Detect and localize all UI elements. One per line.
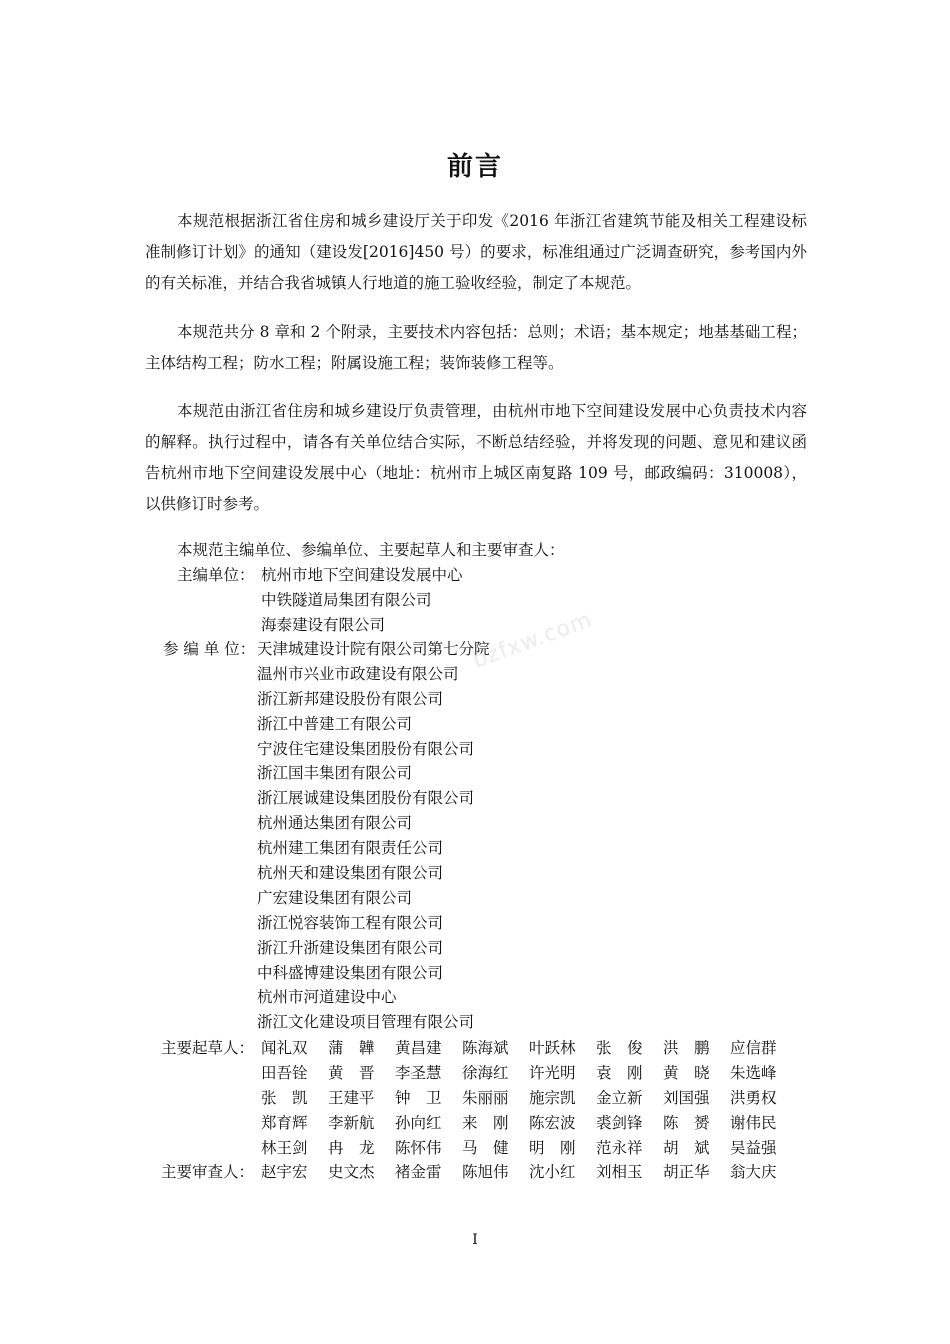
participating-unit: 浙江国丰集团有限公司 (257, 764, 413, 783)
chief-units-list (261, 563, 463, 638)
drafter-name: 郑育辉 (261, 1113, 308, 1132)
drafter-name: 施宗凯 (529, 1088, 576, 1107)
participating-unit: 杭州通达集团有限公司 (257, 814, 413, 833)
drafter-name: 许光明 (529, 1063, 576, 1082)
drafter-name: 王建平 (328, 1088, 375, 1107)
drafter-name: 洪 鹏 (663, 1039, 710, 1057)
participating-unit: 浙江新邦建设股份有限公司 (257, 689, 444, 708)
participating-unit: 浙江展诚建设集团股份有限公司 (257, 789, 475, 808)
drafter-name: 范永祥 (596, 1138, 643, 1157)
drafter-name: 冉 龙 (328, 1138, 375, 1157)
participating-unit: 浙江悦容装饰工程有限公司 (257, 913, 444, 932)
page-number: I (472, 1232, 478, 1248)
participating-unit: 温州市兴业市政建设有限公司 (257, 664, 459, 683)
chief-unit: 中铁隧道局集团有限公司 (261, 590, 432, 609)
participating-unit: 宁波住宅建设集团股份有限公司 (257, 739, 475, 758)
drafter-name: 明 刚 (529, 1138, 576, 1157)
drafter-name: 黄 晓 (663, 1063, 710, 1082)
drafter-name: 叶跃林 (529, 1039, 576, 1057)
reviewer-name: 赵宇宏 (261, 1163, 308, 1181)
drafter-name: 洪勇权 (730, 1088, 777, 1107)
chief-unit: 海泰建设有限公司 (261, 615, 386, 634)
drafter-name: 胡 斌 (663, 1138, 710, 1157)
reviewer-name: 沈小红 (529, 1163, 576, 1181)
participating-units-list (257, 637, 490, 1035)
drafter-name: 徐海红 (462, 1063, 509, 1082)
drafters-grid (261, 1036, 797, 1160)
drafter-name: 钟 卫 (395, 1088, 442, 1107)
drafter-name: 应信群 (730, 1039, 777, 1057)
drafter-name: 孙向红 (395, 1113, 442, 1132)
participating-unit: 天津城建设计院有限公司第七分院 (257, 640, 490, 658)
paragraph-management: 本规范由浙江省住房和城乡建设厅负责管理，由杭州市地下空间建设发展中心负责技术内容的解释。执行过程中，请各有关单位结合实际，不断总结经验，并将发现的问题、意见和建议函告杭州市地下空间建设发展中心（地址：杭州市上城区南复路 109 号，邮政编码：310008），以供修订时参考。 (145, 402, 807, 513)
reviewer-name: 胡正华 (663, 1163, 710, 1181)
participating-unit: 中科盛博建设集团有限公司 (257, 963, 444, 982)
drafter-name: 蒲 韡 (328, 1039, 375, 1057)
drafter-name: 来 刚 (462, 1113, 509, 1132)
paragraph-basis: 本规范根据浙江省住房和城乡建设厅关于印发《2016 年浙江省建筑节能及相关工程建设标准制修订计划》的通知（建设发[2016]450 号）的要求，标准组通过广泛调查研究，参考国内外的有关标准，并结合我省城镇人行地道的施工验收经验，制定了本规范。 (145, 212, 807, 292)
drafter-name: 闻礼双 (261, 1039, 308, 1057)
drafter-name: 马 健 (462, 1138, 509, 1157)
drafter-name: 李圣慧 (395, 1063, 442, 1082)
drafter-name: 裘剑锋 (596, 1113, 643, 1132)
drafter-name: 朱丽丽 (462, 1088, 509, 1107)
reviewer-name: 褚金雷 (395, 1163, 442, 1181)
reviewer-name: 翁大庆 (730, 1163, 777, 1181)
drafter-name: 林王剑 (261, 1138, 308, 1157)
chief-units-label: 主编单位： (177, 566, 255, 584)
drafter-name: 李新航 (328, 1113, 375, 1132)
participating-units-label: 参 编 单 位： (163, 640, 256, 658)
reviewers-label: 主要审查人： (161, 1163, 255, 1181)
drafter-name: 黄昌建 (395, 1039, 442, 1057)
participating-unit: 浙江文化建设项目管理有限公司 (257, 1013, 475, 1032)
reviewer-name: 史文杰 (328, 1163, 375, 1181)
drafter-name: 朱选峰 (730, 1063, 777, 1082)
drafter-name: 张 俊 (596, 1039, 643, 1057)
reviewers-grid (261, 1160, 797, 1185)
reviewer-name: 陈旭伟 (462, 1163, 509, 1181)
drafters-label: 主要起草人： (161, 1039, 255, 1057)
chief-unit: 杭州市地下空间建设发展中心 (261, 566, 463, 584)
units-intro: 本规范主编单位、参编单位、主要起草人和主要审查人： (177, 541, 565, 559)
drafter-name: 吴益强 (730, 1138, 777, 1157)
drafter-name: 谢伟民 (730, 1113, 777, 1132)
drafter-name: 陈怀伟 (395, 1138, 442, 1157)
drafter-name: 陈海斌 (462, 1039, 509, 1057)
participating-unit: 杭州建工集团有限责任公司 (257, 839, 444, 858)
watermark: bzfxw.com (469, 607, 596, 674)
participating-unit: 浙江中普建工有限公司 (257, 714, 413, 733)
drafter-name: 陈 赟 (663, 1113, 710, 1132)
reviewer-name: 刘相玉 (596, 1163, 643, 1181)
drafter-name: 金立新 (596, 1088, 643, 1107)
participating-unit: 浙江升浙建设集团有限公司 (257, 938, 444, 957)
page-title: 前言 (446, 152, 503, 182)
paragraph-contents: 本规范共分 8 章和 2 个附录，主要技术内容包括：总则；术语；基本规定；地基基础工程；主体结构工程；防水工程；附属设施工程；装饰装修工程等。 (145, 323, 807, 372)
drafter-name: 陈宏波 (529, 1113, 576, 1132)
participating-unit: 杭州市河道建设中心 (257, 988, 397, 1007)
drafter-name: 黄 晋 (328, 1063, 375, 1082)
drafter-name: 张 凯 (261, 1088, 308, 1107)
participating-unit: 广宏建设集团有限公司 (257, 888, 413, 907)
drafter-name: 刘国强 (663, 1088, 710, 1107)
participating-unit: 杭州天和建设集团有限公司 (257, 864, 444, 883)
drafter-name: 袁 刚 (596, 1063, 643, 1082)
drafter-name: 田吾铨 (261, 1063, 308, 1082)
